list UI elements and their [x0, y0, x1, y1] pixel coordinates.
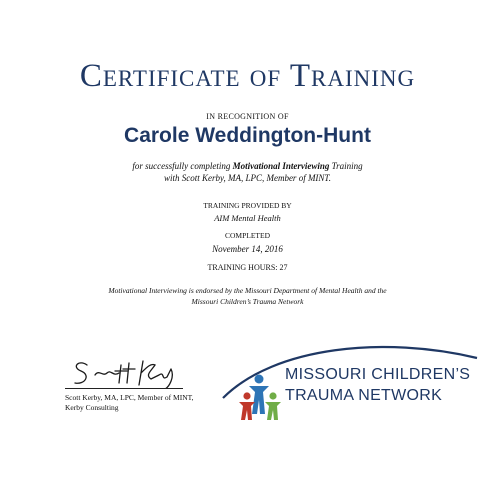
figure-blue-body: [249, 386, 269, 414]
certificate-title: Certificate of Training: [79, 58, 416, 94]
provided-by-label: TRAINING PROVIDED BY: [203, 201, 292, 210]
recipient-name: Carole Weddington-Hunt: [124, 124, 371, 147]
endorsement-line-1: Motivational Interviewing is endorsed by the Missouri Department of Mental Health and the: [108, 286, 387, 295]
figure-red-head: [243, 392, 250, 399]
completion-line: [0, 161, 495, 171]
endorsement-line-2: Missouri Children’s Trauma Network: [191, 297, 304, 306]
course-name: Motivational Interviewing: [232, 161, 330, 171]
handwritten-signature: [65, 355, 205, 389]
completion-suffix: Training: [329, 161, 363, 171]
completed-label: COMPLETED: [225, 231, 270, 240]
figure-green-body: [265, 402, 281, 420]
logo-text-line-2: TRAUMA NETWORK: [285, 387, 443, 404]
figure-blue-head: [255, 375, 264, 384]
figure-green-head: [269, 392, 276, 399]
signer-name: Scott Kerby, MA, LPC, Member of MINT,: [65, 393, 194, 402]
logo-graphic: [215, 336, 485, 436]
training-hours: TRAINING HOURS: 27: [207, 263, 288, 272]
instructor-line: with Scott Kerby, MA, LPC, Member of MINT.: [163, 173, 332, 183]
completion-date: November 14, 2016: [212, 244, 283, 254]
completion-prefix: for successfully completing: [132, 161, 233, 171]
logo-text-line-1: MISSOURI CHILDREN’S: [285, 366, 471, 383]
signature-line: [65, 388, 183, 389]
signer-organization: Kerby Consulting: [65, 403, 119, 412]
recognition-label: IN RECOGNITION OF: [206, 112, 289, 121]
mctn-logo: [215, 336, 485, 436]
signature-block: [65, 355, 205, 415]
provider-name: AIM Mental Health: [214, 213, 281, 223]
